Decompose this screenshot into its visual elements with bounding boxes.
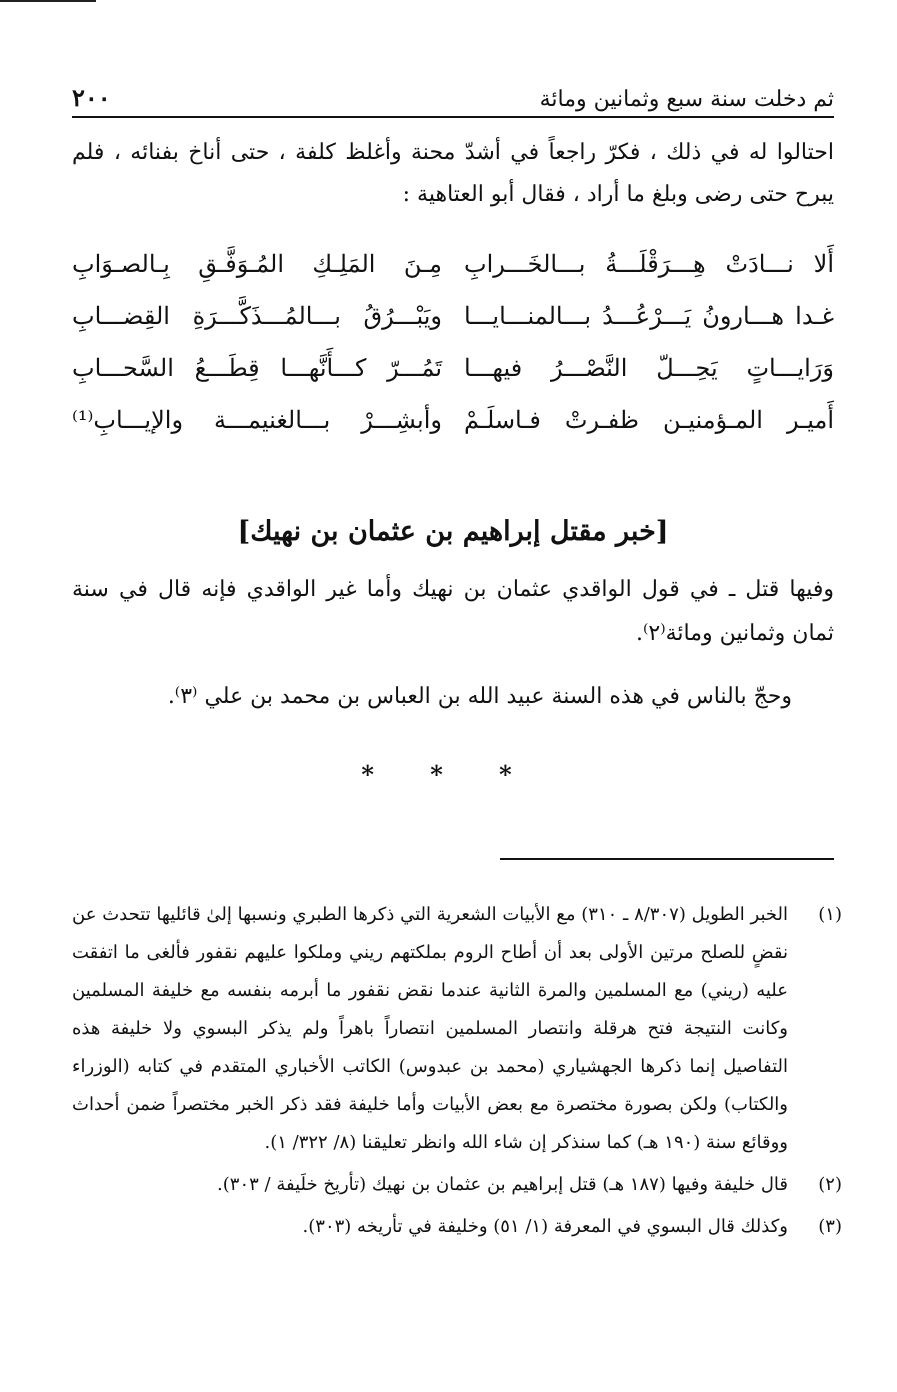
footnote-divider xyxy=(500,858,834,860)
verse-first-hemistich: أَلا نـــادَتْ هِـــرَقْلَـــةُ بـــالخَـــرابِ xyxy=(464,250,834,278)
verse-second-hemistich: مِـنَ المَلِـكِ المُـوَفَّـقِ بِـالصـوَابِ xyxy=(72,250,442,278)
footnote-number: (١) xyxy=(818,904,842,925)
poem-verses xyxy=(72,238,834,446)
footnote xyxy=(72,896,842,1162)
verse-second-hemistich: وأبشِـــرْ بـــالغنيمـــة والإيـــابِ⁽¹⁾ xyxy=(72,406,442,434)
verse-second-hemistich: ويَبْـــرُقُ بـــالمُـــذَكَّـــرَةِ القِضـــابِ xyxy=(72,302,442,330)
footnote-number: (٣) xyxy=(818,1216,842,1237)
intro-paragraph: احتالوا له في ذلك ، فكرّ راجعاً في أشدّ محنة وأغلظ كلفة ، حتى أناخ بفنائه ، فلم يبرح حتى رضى وبلغ ما أراد ، فقال أبو العتاهية : xyxy=(72,140,834,207)
footnote xyxy=(72,1208,842,1246)
verse-line xyxy=(72,394,834,446)
verse-line xyxy=(72,342,834,394)
verse-first-hemistich: أَميـر المـؤمنيـن ظفـرتْ فـاسلَـمْ xyxy=(464,406,834,434)
verse-first-hemistich: وَرَايـــاتٍ يَحِـــلّ النَّصْـــرُ فيهـــا xyxy=(464,354,834,382)
verse-line xyxy=(72,238,834,290)
body-paragraph: وفيها قتل ـ في قول الواقدي عثمان بن نهيك وأما غير الواقدي فإنه قال في سنة ثمان وثمانين ومائة⁽٢⁾. xyxy=(72,577,834,646)
section-heading: [خبر مقتل إبراهيم بن عثمان بن نهيك] xyxy=(237,516,669,547)
section-separator: * * * xyxy=(361,760,536,789)
scan-edge-mark xyxy=(0,0,96,2)
page-number: ٢٠٠ xyxy=(72,83,111,112)
page-header xyxy=(72,76,834,118)
running-title: ثم دخلت سنة سبع وثمانين ومائة xyxy=(539,87,834,112)
verse-second-hemistich: تَمُـــرّ كـــأَنَّهـــا قِطَـــعُ السَّحـــابِ xyxy=(72,354,442,382)
footnote-text: قال خليفة وفيها (١٨٧ هـ) قتل إبراهيم بن عثمان بن نهيك (تأريخ خلَيفة / ٣٠٣). xyxy=(217,1174,788,1195)
footnote-number: (٢) xyxy=(818,1174,842,1195)
verse-first-hemistich: غـدا هـــارونُ يَـــرْعُـــدُ بـــالمنـــايـــا xyxy=(464,302,834,330)
footnote xyxy=(72,1166,842,1204)
footnote-text: وكذلك قال البسوي في المعرفة (١/ ٥١) وخليفة في تأريخه (٣٠٣). xyxy=(302,1216,788,1237)
body-paragraph: وحجّ بالناس في هذه السنة عبيد الله بن العباس بن محمد بن علي ⁽٣⁾. xyxy=(167,684,792,709)
footnote-text: الخبر الطويل (٨/٣٠٧ ـ ٣١٠) مع الأبيات الشعرية التي ذكرها الطبري ونسبها إلىٰ قائليها تتحدث عن نقضٍ للصلح مرتين الأولى بعد أن أطاح الروم بملكتهم ريني وملكوا عليهم نقفور فألغى ما اتفقت عليه (ريني) مع المسلمين والمرة الثانية عندما نقض نقفور ما أبرمه بنفسه مع خليفة المسلمين وكانت النتيجة فتح هرقلة وانتصار المسلمين انتصاراً باهراً ولم يذكر البسوي ولا خليفة هذه التفاصيل إنما ذكرها الجهشياري (محمد بن عبدوس) الكاتب الأخباري المتقدم في كتابه (الوزراء والكتاب) ولكن بصورة مختصرة مع بعض الأبيات وأما خليفة فقد ذكر الخبر مختصراً ضمن أحداث ووقائع سنة (١٩٠ هـ) كما سنذكر إن شاء الله وانظر تعليقنا (٨/ ٣٢٢/ ١). xyxy=(72,904,789,1153)
verse-line xyxy=(72,290,834,342)
footnotes xyxy=(72,896,842,1246)
